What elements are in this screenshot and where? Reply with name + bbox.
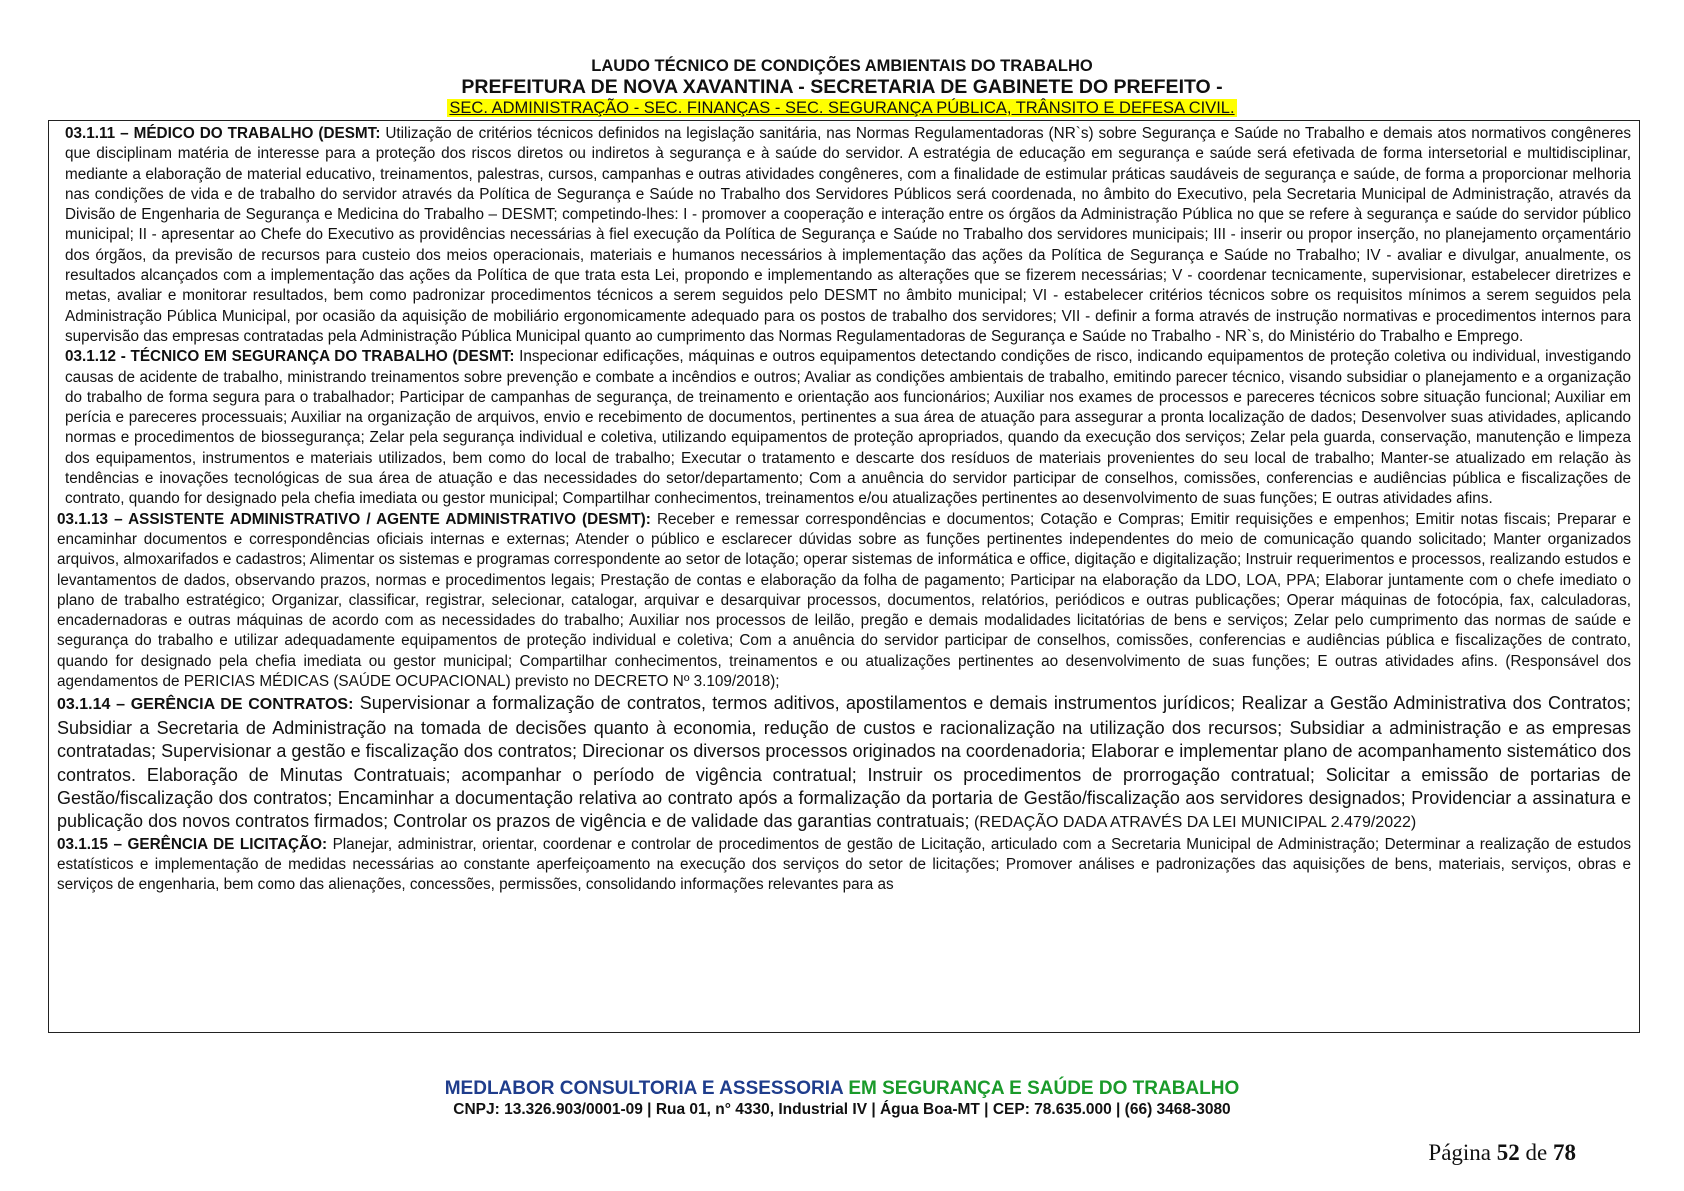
section-note: (REDAÇÃO DADA ATRAVÉS DA LEI MUNICIPAL 2.479/2022) (969, 814, 1417, 832)
section-assistente-administrativo (57, 510, 1631, 693)
section-medico-trabalho (57, 124, 1631, 347)
section-title: 03.1.15 – GERÊNCIA DE LICITAÇÃO: (57, 835, 328, 853)
company-name (0, 1077, 1684, 1100)
document-footer (0, 1077, 1684, 1120)
page-middle: de (1519, 1140, 1553, 1165)
section-body: Receber e remessar correspondências e documentos; Cotação e Compras; Emitir requisições e empenhos; Emitir notas fiscais; Preparar e encaminhar documentos e correspondências oficiais internas e externas; Atender o público e esclarecer dúvidas sobre as funções pertinentes independentes do meio de comunicação quando solicitado; Manter organizados arquivos, almoxarifados e cadastros; Alimentar os sistemas e programas correspondente ao setor de lotação; operar sistemas de informática e office, digitação e digitalização; Instruir requerimentos e processos, realizando estudos e levantamentos de dados, observando prazos, normas e procedimentos legais; Prestação de contas e elaboração da folha de pagamento; Participar na elaboração da LDO, LOA, PPA; Elaborar juntamente com o chefe imediato o plano de trabalho estratégico; Organizar, classificar, registrar, selecionar, catalogar, arquivar e desarquivar processos, documentos, relatórios, periódicos e outras publicações; Operar máquinas de fotocópia, fax, calculadoras, encadernadoras e outras máquinas de acordo com as necessidades do trabalho; Auxiliar nos processos de leilão, pregão e demais modalidades licitatórias de bens e serviços; Zelar pelo cumprimento das normas de saúde e segurança do trabalho e utilizar adequadamente equipamentos de proteção individual e coletiva; Com a anuência do servidor participar de conselhos, comissões, conferencias e audiências pública e fiscalizações de contrato, quando for designado pela chefia imediata ou gestor municipal; Compartilhar conhecimentos, treinamentos e ou atualizações pertinentes ao desenvolvimento de suas funções; E outras atividades afins. (Responsável dos agendamentos de PERICIAS MÉDICAS (SAÚDE OCUPACIONAL) previsto no DECRETO Nº 3.109/2018); (57, 510, 1631, 691)
document-header (0, 56, 1684, 118)
organization-title: PREFEITURA DE NOVA XAVANTINA - SECRETARIA DE GABINETE DO PREFEITO - (461, 76, 1223, 98)
section-title: 03.1.14 – GERÊNCIA DE CONTRATOS: (57, 696, 354, 714)
section-body: Planejar, administrar, orientar, coordenar e controlar de procedimentos de gestão de Licitação, articulado com a Secretaria Municipal de Administração; Determinar a realização de estudos estatísticos e implementação de medidas necessárias ao constante aperfeiçoamento na execução dos serviços do setor de licitações; Promover análises e padronizações das aquisições de bens, materiais, serviços, obras e serviços de engenharia, bem como das alienações, concessões, permissões, consolidando informações relevantes para as (57, 835, 1632, 894)
company-name-green: EM SEGURANÇA E SAÚDE DO TRABALHO (843, 1078, 1240, 1099)
section-tecnico-seguranca (57, 347, 1631, 509)
section-body: Utilização de critérios técnicos definidos na legislação sanitária, nas Normas Regulamentadoras (NR`s) sobre Segurança e Saúde no Trabalho e demais atos normativos congêneres que disciplinam matéria de interesse para a proteção dos riscos diretos ou indiretos à segurança e à saúde do servidor. A estratégia de educação em segurança e saúde será efetivada de forma intersetorial e multidisciplinar, mediante a elaboração de material educativo, treinamentos, palestras, cursos, campanhas e outras atividades congêneres, com a finalidade de estimular práticas saudáveis de segurança e saúde, de forma a proporcionar melhoria nas condições de vida e de trabalho do servidor através da Política de Segurança e Saúde no Trabalho dos Servidores Públicos será coordenada, no âmbito do Executivo, pela Secretaria Municipal de Administração, através da Divisão de Engenharia de Segurança e Medicina do Trabalho – DESMT; competindo-lhes: I - promover a cooperação e interação entre os órgãos da Administração Pública no que se refere à segurança e saúde do servidor público municipal; II - apresentar ao Chefe do Executivo as providências necessárias à fiel execução da Política de Segurança e Saúde no Trabalho dos servidores municipais; III - inserir ou propor inserção, no planejamento orçamentário dos órgãos, da previsão de recursos para custeio dos meios operacionais, materiais e humanos necessários à implementação das ações da Política de Segurança e Saúde no Trabalho; IV - avaliar e divulgar, anualmente, os resultados alcançados com a implementação das ações da Política de que trata esta Lei, propondo e implementando as alterações que se fizerem necessárias; V - coordenar tecnicamente, supervisionar, estabelecer diretrizes e metas, avaliar e monitorar resultados, bem como padronizar procedimentos técnicos a serem seguidos pelo DESMT no âmbito municipal; VI - estabelecer critérios técnicos sobre os requisitos mínimos a serem seguidos pela Administração Pública Municipal, por ocasião da aquisição de mobiliário ergonomicamente adequado para os postos de trabalho dos servidores; VII - definir a forma através de instrução normativas e procedimentos internos para supervisão das empresas contratadas pela Administração Pública Municipal quanto ao cumprimento das Normas Regulamentadoras de Segurança e Saúde no Trabalho - NR`s, do Ministério do Trabalho e Emprego. (65, 125, 1631, 345)
page-prefix: Página (1428, 1140, 1497, 1165)
section-body: Inspecionar edificações, máquinas e outros equipamentos detectando condições de risco, indicando equipamentos de proteção coletiva ou individual, investigando causas de acidente de trabalho, ministrando treinamentos sobre prevenção e combate a incêndios e outros; Avaliar as condições ambientais de trabalho, emitindo parecer técnico, visando subsidiar o planejamento e a organização do trabalho de forma segura para o trabalhador; Participar de campanhas de segurança, de treinamento e orientação aos funcionários; Auxiliar nos exames de processos e pareceres técnicos sobre situação funcional; Auxiliar em perícia e pareceres processuais; Auxiliar na organização de arquivos, envio e recebimento de documentos, pertinentes a sua área de atuação para assegurar a pronta localização de dados; Desenvolver suas atividades, aplicando normas e procedimentos de biossegurança; Zelar pela segurança individual e coletiva, utilizando equipamentos de proteção apropriados, quando da execução dos serviços; Zelar pela guarda, conservação, manutenção e limpeza dos equipamentos, instrumentos e materiais utilizados, bem como do local de trabalho; Executar o tratamento e descarte dos resíduos de materiais provenientes do seu local de trabalho; Manter-se atualizado em relação às tendências e inovações tecnológicas de sua área de atuação e das necessidades do setor/departamento; Com a anuência do servidor participar de conselhos, comissões, conferencias e audiências pública e fiscalizações de contrato, quando for designado pela chefia imediata ou gestor municipal; Compartilhar conhecimentos, treinamentos e/ou atualizações pertinentes ao desenvolvimento de suas funções; E outras atividades afins. (65, 348, 1631, 508)
departments-line (0, 99, 1684, 118)
page-current: 52 (1496, 1140, 1520, 1165)
section-title: 03.1.11 – MÉDICO DO TRABALHO (DESMT: (65, 125, 381, 142)
section-gerencia-contratos (57, 692, 1631, 834)
section-title: 03.1.13 – ASSISTENTE ADMINISTRATIVO / AGENTE ADMINISTRATIVO (DESMT): (57, 510, 651, 528)
section-body: Supervisionar a formalização de contratos, termos aditivos, apostilamentos e demais instrumentos jurídicos; Realizar a Gestão Administrativa dos Contratos; Subsidiar a Secretaria de Administração na tomada de decisões quanto à economia, redução de custos e racionalização na utilização dos recursos; Subsidiar a administração e as empresas contratadas; Supervisionar a gestão e fiscalização dos contratos; Direcionar os diversos processos originados na coordenadoria; Elaborar e implementar plano de acompanhamento sistemático dos contratos. Elaboração de Minutas Contratuais; acompanhar o período de vigência contratual; Instruir os procedimentos de prorrogação contratual; Solicitar a emissão de portarias de Gestão/fiscalização dos contratos; Encaminhar a documentação relativa ao contrato após a formalização da portaria de Gestão/fiscalização aos servidores designados; Providenciar a assinatura e publicação dos novos contratos firmados; Controlar os prazos de vigência e de validade das garantias contratuais; (57, 693, 1632, 832)
section-title: 03.1.12 - TÉCNICO EM SEGURANÇA DO TRABALHO (DESMT: (65, 348, 515, 366)
page-number (1428, 1140, 1576, 1166)
page-total: 78 (1553, 1140, 1576, 1165)
content-box (48, 120, 1640, 1033)
section-gerencia-licitacao (57, 835, 1631, 896)
company-address: CNPJ: 13.326.903/0001-09 | Rua 01, n° 4330, Industrial IV | Água Boa-MT | CEP: 78.635.000 | (66) 3468-3080 (453, 1101, 1231, 1118)
departments-highlight: SEC. ADMINISTRAÇÃO - SEC. FINANÇAS - SEC. SEGURANÇA PÚBLICA, TRÂNSITO E DEFESA CIVIL. (449, 99, 1235, 117)
report-title: LAUDO TÉCNICO DE CONDIÇÕES AMBIENTAIS DO TRABALHO (591, 57, 1093, 75)
company-name-blue: MEDLABOR CONSULTORIA E ASSESSORIA (444, 1078, 844, 1099)
